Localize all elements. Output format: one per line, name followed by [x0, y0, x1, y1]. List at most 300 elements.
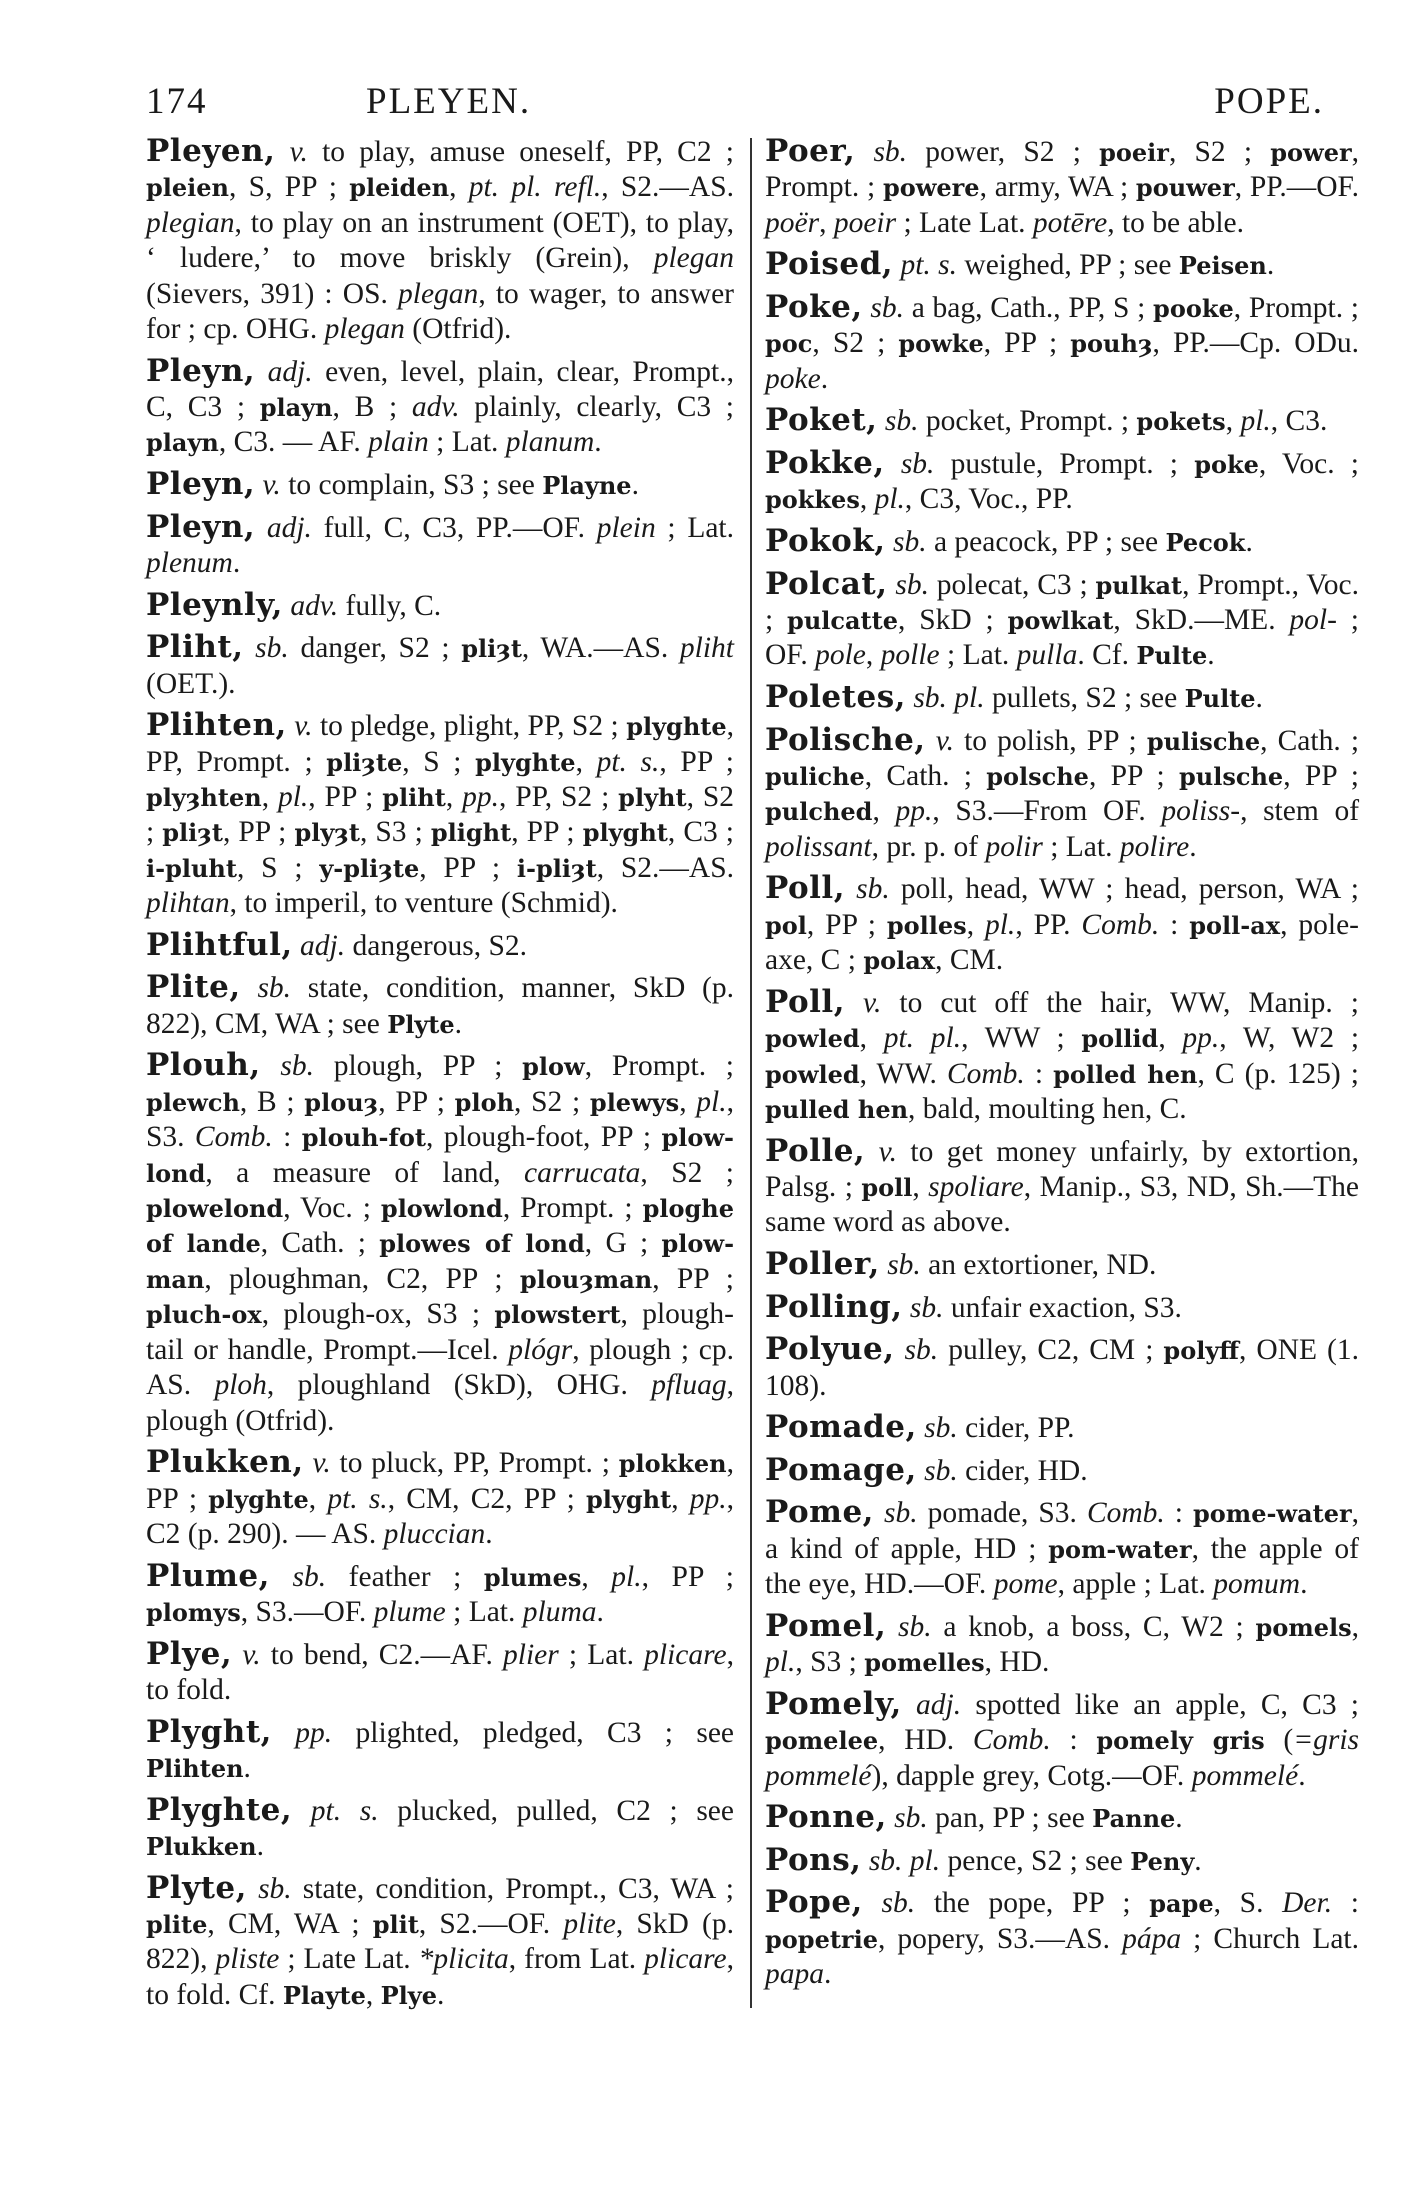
dictionary-entry [765, 871, 1359, 978]
dictionary-entry [146, 630, 734, 702]
entry-text: weighed, PP ; see [957, 249, 1179, 282]
entry-text: . [1255, 682, 1263, 714]
italic-text: plite [563, 1907, 616, 1940]
dictionary-entry [765, 524, 1359, 560]
bold-form: playn [259, 393, 333, 423]
entry-text: : [1024, 1057, 1054, 1090]
italic-text: Comb. [194, 1121, 273, 1154]
dictionary-entry [146, 708, 734, 921]
dictionary-entry [146, 1715, 734, 1787]
entry-text: state, condition, Prompt., C3, WA ; [291, 1872, 734, 1905]
entry-text: , W, W2 ; [1219, 1022, 1360, 1055]
entry-text: , S. [1213, 1887, 1283, 1920]
bold-form: pomelee [765, 1726, 879, 1756]
italic-text: pt. s. [596, 745, 660, 778]
entry-text: , Manip., S3, ND, Sh.—The same word as above. [765, 1171, 1360, 1239]
italic-text: pommelé [1191, 1759, 1299, 1792]
entry-text: , S2.—OF. [418, 1907, 564, 1940]
italic-text: polir [985, 830, 1043, 863]
italic-text: poër [765, 206, 820, 239]
entry-text: . [1300, 1568, 1308, 1601]
headword: Poer, [765, 133, 856, 169]
italic-text: sb. pl. [913, 682, 985, 714]
entry-text [255, 512, 267, 544]
headword: Poket, [765, 402, 878, 439]
italic-text: Comb. [972, 1724, 1051, 1757]
entry-text: , CM, C2, PP ; [387, 1482, 587, 1515]
entry-text: ; Lat. [1042, 830, 1120, 863]
entry-text: , WA.—AS. [521, 632, 680, 665]
entry-text: , S2 ; [1168, 136, 1271, 168]
italic-text: pl. [696, 1085, 727, 1118]
entry-text: , S2 ; [812, 327, 899, 360]
entry-text: pustule, Prompt. ; [934, 448, 1195, 480]
italic-text: adj. [267, 355, 313, 388]
headword: Pope, [765, 1884, 863, 1921]
entry-text: , S, PP ; [229, 171, 350, 204]
entry-text: , PP ; [308, 781, 383, 814]
entry-text [926, 725, 936, 757]
dictionary-entry [765, 1134, 1359, 1241]
right-column [765, 134, 1359, 1999]
entry-text: ; Lat. [445, 1595, 523, 1628]
bold-form: pulische [1146, 726, 1261, 756]
entry-text: , Voc. ; [1258, 448, 1359, 480]
bold-form: pluch-ox [146, 1300, 262, 1330]
bold-form: i-pliȝt [516, 853, 597, 883]
italic-text: v. [863, 986, 882, 1019]
entry-text: power, S2 ; [907, 136, 1100, 168]
italic-text: pt. s. [900, 249, 958, 282]
headword: Pleyen, [146, 133, 276, 169]
dictionary-entry [765, 1453, 1359, 1489]
italic-text: spoliare [928, 1171, 1024, 1204]
headword: Plihtful, [146, 926, 293, 963]
italic-text: plier [503, 1638, 559, 1671]
entry-text: , plough ; cp. AS. [146, 1333, 734, 1402]
entry-text: : [1164, 1497, 1194, 1530]
column-divider [750, 138, 752, 2008]
entry-text [845, 987, 863, 1019]
bold-form: pliȝte [326, 747, 403, 777]
entry-text: to play, amuse oneself, PP, C2 ; [307, 136, 735, 168]
italic-text: sb. [924, 1454, 958, 1487]
entry-text: pulley, C2, CM ; [938, 1334, 1164, 1367]
entry-text: , Cath. ; [1260, 724, 1360, 757]
entry-text [275, 136, 289, 168]
entry-text: to complain, S3 ; see [280, 469, 543, 502]
headword: Pome, [765, 1494, 874, 1531]
headword: Pokok, [765, 523, 886, 559]
headword: Pomel, [765, 1607, 887, 1644]
bold-form: Peny [1130, 1846, 1195, 1876]
entry-text: , plough-ox, S3 ; [261, 1298, 495, 1331]
bold-form: plyȝt [294, 818, 360, 848]
entry-text: . [1298, 1759, 1306, 1792]
entry-text: , PP ; [983, 327, 1071, 360]
italic-text: pt. pl. refl. [468, 171, 602, 204]
entry-text: danger, S2 ; [288, 632, 462, 665]
entry-text: , Prompt. ; [1233, 292, 1359, 324]
entry-text: , S3 ; [359, 816, 431, 849]
entry-text: plighted, pledged, C3 ; see [332, 1716, 735, 1749]
entry-text: ; Late Lat. [279, 1943, 419, 1976]
entry-text: ; Lat. [558, 1638, 645, 1671]
dictionary-entry [765, 1800, 1359, 1836]
entry-text: , Cath. ; [260, 1227, 380, 1260]
entry-text: pomade, S3. [917, 1497, 1087, 1530]
bold-form: polled hen [1053, 1059, 1198, 1089]
entry-text: to pluck, PP, Prompt. ; [330, 1447, 619, 1480]
headword: Ponne, [765, 1799, 887, 1836]
bold-form: plyghte [208, 1484, 309, 1514]
dictionary-entry [765, 134, 1359, 241]
entry-text: , pr. p. of [871, 830, 986, 863]
entry-text: . [1194, 1844, 1202, 1877]
right-guide-word: POPE. [1214, 81, 1324, 122]
entry-text: . [232, 547, 241, 580]
entry-text: unfair exaction, S3. [943, 1291, 1182, 1324]
italic-text: pfluag [651, 1369, 727, 1402]
entry-text: , S2.—AS. [601, 171, 735, 204]
entry-text: . [1189, 830, 1197, 863]
entry-text: , bald, moulting hen, C. [908, 1093, 1187, 1126]
headword: Plyte, [146, 1869, 247, 1906]
italic-text: sb. [292, 1560, 327, 1593]
entry-text: , SkD (p. 822), [146, 1907, 734, 1976]
italic-text: plegan [653, 242, 734, 275]
entry-text: , S2 ; [146, 781, 734, 849]
entry-text: , PP ; [419, 851, 517, 884]
entry-text: . [256, 1829, 264, 1862]
entry-text: : [272, 1121, 302, 1154]
italic-text: pole [815, 639, 866, 672]
entry-text: to cut off the hair, WW, Manip. ; [881, 986, 1360, 1019]
entry-text: . [1207, 639, 1215, 672]
bold-form: plomys [146, 1597, 241, 1627]
bold-form: pouwer [1135, 173, 1235, 203]
entry-text: , C (p. 125) ; [1197, 1057, 1359, 1090]
italic-text: adv. [411, 391, 460, 424]
bold-form: powled [765, 1024, 860, 1054]
bold-form: plowlond [380, 1194, 503, 1224]
headword: Polle, [765, 1132, 866, 1169]
entry-text: , [912, 1171, 929, 1204]
bold-form: Pecok [1165, 528, 1246, 557]
italic-text: polle [880, 639, 940, 672]
italic-text: Comb. [1081, 908, 1160, 941]
entry-text: , [575, 745, 597, 778]
bold-form: playn [146, 428, 219, 458]
headword: Pomely, [765, 1685, 902, 1722]
italic-text: plicare [644, 1943, 727, 1976]
entry-text: , apple ; Lat. [1057, 1568, 1214, 1601]
headword: Pomade, [765, 1409, 917, 1446]
entry-text [886, 1611, 898, 1643]
entry-text: feather ; [326, 1560, 484, 1593]
dictionary-entry [146, 928, 734, 964]
entry-text: ; OF. [765, 604, 1359, 672]
dictionary-entry [765, 1885, 1359, 1992]
entry-text: polecat, C3 ; [928, 568, 1096, 601]
italic-text: plegan [398, 277, 479, 310]
entry-text: , [966, 908, 985, 941]
entry-text: , [445, 781, 463, 814]
bold-form: plumes [483, 1562, 582, 1592]
italic-text: pol- [1289, 604, 1337, 636]
entry-text [917, 1412, 924, 1444]
entry-text: . [824, 1958, 832, 1991]
entry-text: . [594, 426, 602, 459]
headword: Pleynly, [146, 586, 283, 623]
bold-form: pulched [765, 797, 873, 827]
entry-text: plough, PP ; [313, 1050, 523, 1083]
headword: Plyght, [146, 1713, 272, 1750]
headword: Poll, [765, 870, 845, 907]
entry-text: , to be able. [1107, 206, 1244, 239]
bold-form: polsche [986, 762, 1089, 791]
entry-text: , [865, 639, 881, 672]
entry-text: , PP ; [641, 1560, 734, 1593]
entry-text: , S3.—OF. [240, 1595, 374, 1628]
page-number: 174 [146, 81, 208, 122]
bold-form: plow [522, 1052, 585, 1082]
entry-text: , Prompt. ; [765, 136, 1359, 204]
italic-text: sb. [924, 1412, 958, 1445]
entry-text: to pledge, plight, PP, S2 ; [312, 710, 627, 743]
bold-form: poc [765, 329, 813, 359]
bold-form: pomels [1255, 1612, 1352, 1642]
entry-text [255, 356, 267, 388]
entry-text: cider, HD. [957, 1454, 1088, 1487]
italic-text: sb. [255, 632, 289, 665]
headword: Pokke, [765, 445, 885, 481]
dictionary-entry [146, 1445, 734, 1552]
italic-text: pliht [679, 632, 734, 665]
entry-text: , PP ; [146, 1447, 734, 1515]
bold-form: poeir [1099, 138, 1169, 167]
headword: Pleyn, [146, 352, 256, 389]
entry-text: pocket, Prompt. ; [918, 405, 1137, 438]
entry-text [895, 1334, 905, 1366]
bold-form: plow-man [146, 1229, 735, 1294]
italic-text: planum [505, 426, 595, 459]
entry-text [272, 1717, 295, 1749]
italic-text: sb. [873, 136, 908, 168]
dictionary-entry [765, 1495, 1359, 1602]
entry-text: , popery, S3.—AS. [877, 1922, 1123, 1955]
entry-text: ( [1264, 1724, 1294, 1757]
bold-form: pulled hen [765, 1095, 909, 1125]
entry-text [845, 873, 856, 905]
bold-form: Plukken [146, 1831, 257, 1861]
italic-text: papa [765, 1958, 824, 1991]
italic-text: pt. s. [310, 1794, 379, 1827]
entry-text: poll, head, WW ; head, person, WA ; [889, 873, 1359, 906]
entry-text: , [819, 206, 834, 239]
bold-form: poll-ax [1189, 910, 1281, 940]
italic-text: sb. [884, 405, 919, 438]
italic-text: plicare [644, 1638, 727, 1671]
bold-form: plyht [618, 783, 687, 813]
entry-text: even, level, plain, clear, Prompt., C, C3 ; [146, 355, 734, 424]
entry-text [241, 972, 258, 1004]
entry-text [244, 632, 256, 664]
headword: Plyghte, [146, 1791, 293, 1828]
entry-text [261, 1050, 281, 1082]
bold-form: poke [1194, 450, 1259, 479]
entry-text: plucked, pulled, C2 ; see [378, 1794, 734, 1827]
entry-text: , [679, 1085, 697, 1118]
entry-text: , B ; [332, 391, 412, 424]
italic-text: v. [242, 1638, 261, 1671]
bold-form: powled [765, 1059, 860, 1089]
italic-text: v. [289, 136, 308, 168]
italic-text: plegian [146, 206, 235, 239]
italic-text: adj. [266, 511, 312, 544]
bold-form: pomelles [864, 1648, 985, 1678]
italic-text: pomum [1213, 1568, 1301, 1601]
italic-text: Comb. [1086, 1497, 1165, 1530]
dictionary-entry [765, 446, 1359, 518]
entry-text [247, 1873, 258, 1905]
dictionary-entry [146, 1637, 734, 1709]
entry-text: , a kind of apple, HD ; [765, 1497, 1360, 1565]
dictionary-entry [146, 970, 734, 1042]
italic-text: carrucata [524, 1156, 641, 1189]
bold-form: pouhȝ [1070, 329, 1153, 359]
italic-text: sb. [900, 448, 935, 480]
bold-form: powere [882, 173, 980, 203]
entry-text: : [1332, 1887, 1359, 1920]
dictionary-entry [146, 1559, 734, 1631]
entry-text [855, 136, 873, 168]
italic-text: poke [765, 362, 821, 395]
entry-text [877, 405, 884, 437]
italic-text: plenum [146, 547, 233, 580]
bold-form: popetrie [765, 1924, 878, 1954]
entry-text: , PP, Prompt. ; [146, 710, 734, 778]
dictionary-entry [146, 467, 734, 503]
bold-form: Plye [380, 1980, 437, 2010]
entry-text: pence, S2 ; see [940, 1844, 1131, 1877]
entry-text: full, C, C3, PP.—OF. [311, 511, 597, 544]
entry-text: , stem of [1240, 795, 1360, 828]
entry-text: a peacock, PP ; see [926, 526, 1166, 558]
entry-text: to polish, PP ; [953, 724, 1147, 757]
entry-text: , [1351, 1610, 1359, 1643]
entry-text [232, 1639, 242, 1671]
italic-text: potēre [1032, 206, 1108, 239]
entry-text: , [872, 795, 896, 828]
entry-text: , PP ; [1283, 760, 1359, 792]
entry-text [886, 526, 893, 558]
italic-text: plógr [508, 1333, 573, 1366]
italic-text: ploh [214, 1369, 267, 1402]
entry-text: , army, WA ; [979, 171, 1136, 204]
italic-text: v. [294, 710, 313, 743]
bold-form: pliȝt [162, 818, 223, 848]
entry-text: , HD. [984, 1646, 1050, 1679]
italic-text: sb. [257, 972, 292, 1005]
bold-form: powke [898, 329, 984, 359]
bold-form: polax [863, 946, 936, 976]
entry-text: , B ; [239, 1085, 305, 1118]
bold-form: plow-lond [146, 1123, 734, 1188]
left-column [146, 134, 734, 2019]
dictionary-entry [765, 567, 1359, 674]
entry-text: (OET.). [146, 667, 236, 700]
italic-text: plegan [324, 313, 405, 346]
bold-form: Playne [542, 471, 632, 501]
italic-text: pliste [215, 1943, 280, 1976]
entry-text: . [596, 1595, 604, 1628]
italic-text: pluccian [383, 1517, 486, 1550]
dictionary-entry [146, 354, 734, 461]
entry-text: , Voc. ; [283, 1192, 381, 1225]
entry-text: , ploughman, C2, PP ; [204, 1262, 520, 1295]
bold-form: plewch [146, 1087, 240, 1117]
bold-form: Peisen [1178, 251, 1267, 281]
italic-text: plain [368, 426, 429, 459]
bold-form: plyght [582, 818, 668, 848]
bold-form: pulcatte [787, 606, 898, 635]
dictionary-entry [146, 1871, 734, 2014]
dictionary-entry [765, 1410, 1359, 1446]
entry-text: the pope, PP ; [915, 1887, 1150, 1920]
italic-text: pl. [984, 908, 1016, 941]
dictionary-entry [765, 1290, 1359, 1326]
headword: Plouh, [146, 1047, 261, 1084]
entry-text [917, 1455, 924, 1487]
entry-text: . [454, 1007, 463, 1040]
italic-text: pl. [765, 1646, 796, 1679]
bold-form: powlkat [1007, 606, 1114, 635]
entry-text: . [437, 1978, 445, 2011]
italic-text: sb. [856, 873, 890, 906]
entry-text: , S2 ; [640, 1156, 734, 1189]
entry-text: , S ; [402, 745, 476, 778]
italic-text: v. [878, 1135, 897, 1168]
dictionary-entry [765, 985, 1359, 1128]
bold-form: ploh [454, 1087, 515, 1117]
entry-text: , [859, 1022, 884, 1055]
entry-text: , S3 ; [795, 1646, 865, 1679]
headword: Polling, [765, 1288, 903, 1325]
headword: Poletes, [765, 679, 906, 715]
entry-text: . [1245, 526, 1253, 558]
headword: Plume, [146, 1557, 270, 1594]
dictionary-entry [765, 1687, 1359, 1794]
italic-text: pl. [874, 483, 905, 516]
entry-text: , plough (Otfrid). [146, 1369, 734, 1437]
bold-form: Pulte [1184, 684, 1256, 713]
entry-text: , C3, Voc., PP. [904, 483, 1073, 516]
entry-text: ; Late Lat. [896, 206, 1033, 239]
dictionary-entry [765, 1609, 1359, 1681]
italic-text: sb. [895, 568, 929, 601]
entry-text: . [820, 362, 829, 395]
italic-text: plein [596, 511, 656, 544]
entry-text: (Sievers, 391) : OS. [146, 277, 399, 310]
entry-text: , PP, S2 ; [498, 781, 619, 814]
headword: Polyue, [765, 1331, 895, 1368]
italic-text: pluma [522, 1595, 597, 1628]
entry-text: ), dapple grey, Cotg.—OF. [871, 1759, 1192, 1792]
bold-form: ploghe of lande [146, 1194, 734, 1259]
italic-text: v. [312, 1447, 331, 1480]
bold-form: plokken [618, 1449, 727, 1479]
